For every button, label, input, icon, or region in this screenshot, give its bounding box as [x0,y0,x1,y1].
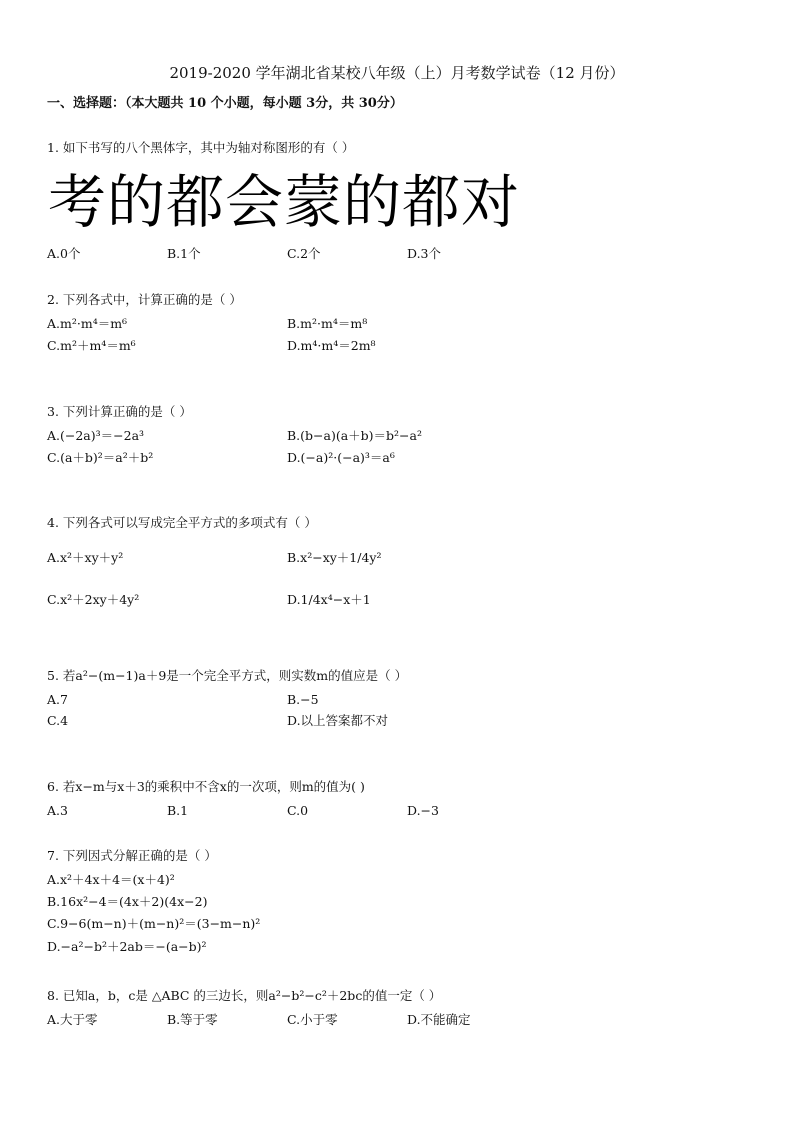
q3-option-d: D.(−a)²·(−a)³＝a⁶ [287,450,395,465]
q1-option-b: B.1个 [167,246,201,261]
q5-option-c: C.4 [47,713,69,728]
q4-option-d: D.1/4x⁴−x＋1 [287,592,371,607]
q2-option-c: C.m²＋m⁴＝m⁶ [47,338,136,353]
question-2-stem: 2. 下列各式中，计算正确的是（ ） [47,292,242,307]
page-title: 2019-2020 学年湖北省某校八年级（上）月考数学试卷（12 月份） [169,64,625,82]
question-7-stem: 7. 下列因式分解正确的是（ ） [47,848,217,863]
q5-option-a: A.7 [47,692,68,707]
q8-option-c: C.小于零 [287,1012,338,1027]
question-1-stem: 1. 如下书写的八个黑体字，其中为轴对称图形的有（ ） [47,140,355,155]
q2-option-d: D.m⁴·m⁴＝2m⁸ [287,338,376,353]
q3-option-b: B.(b−a)(a＋b)＝b²−a² [287,428,422,443]
question-8-stem: 8. 已知a，b，c是 △ABC 的三边长，则a²−b²−c²＋2bc的值一定（ ） [47,988,442,1003]
q1-option-d: D.3个 [407,246,442,261]
q5-option-d: D.以上答案都不对 [287,713,389,728]
q6-option-d: D.−3 [407,803,439,818]
q7-option-c: C.9−6(m−n)＋(m−n)²＝(3−m−n)² [47,916,261,931]
q6-option-a: A.3 [47,803,68,818]
question-1-characters: 考的都会蒙的都对 [48,168,521,236]
question-4-stem: 4. 下列各式可以写成完全平方式的多项式有（ ） [47,515,317,530]
q3-option-a: A.(−2a)³＝−2a³ [47,428,145,443]
q2-option-a: A.m²·m⁴＝m⁶ [47,316,128,331]
question-3-stem: 3. 下列计算正确的是（ ） [47,404,192,419]
q7-option-a: A.x²＋4x＋4＝(x＋4)² [47,872,175,887]
q6-option-c: C.0 [287,803,309,818]
q8-option-b: B.等于零 [167,1012,218,1027]
section-heading: 一、选择题：（本大题共 10 个小题，每小题 3分，共 30分） [47,96,403,111]
question-5-stem: 5. 若a²−(m−1)a＋9是一个完全平方式，则实数m的值应是（ ） [47,668,408,683]
question-6-stem: 6. 若x−m与x＋3的乘积中不含x的一次项，则m的值为( ) [47,779,365,794]
q4-option-a: A.x²＋xy＋y² [47,550,124,565]
q6-option-b: B.1 [167,803,189,818]
q4-option-b: B.x²−xy＋1/4y² [287,550,382,565]
q1-option-a: A.0个 [47,246,81,261]
q2-option-b: B.m²·m⁴＝m⁸ [287,316,368,331]
q4-option-c: C.x²＋2xy＋4y² [47,592,140,607]
q7-option-d: D.−a²−b²＋2ab＝−(a−b)² [47,939,207,954]
q8-option-d: D.不能确定 [407,1012,471,1027]
q5-option-b: B.−5 [287,692,319,707]
q8-option-a: A.大于零 [47,1012,98,1027]
q3-option-c: C.(a＋b)²＝a²＋b² [47,450,154,465]
q7-option-b: B.16x²−4＝(4x＋2)(4x−2) [47,894,208,909]
q1-option-c: C.2个 [287,246,321,261]
